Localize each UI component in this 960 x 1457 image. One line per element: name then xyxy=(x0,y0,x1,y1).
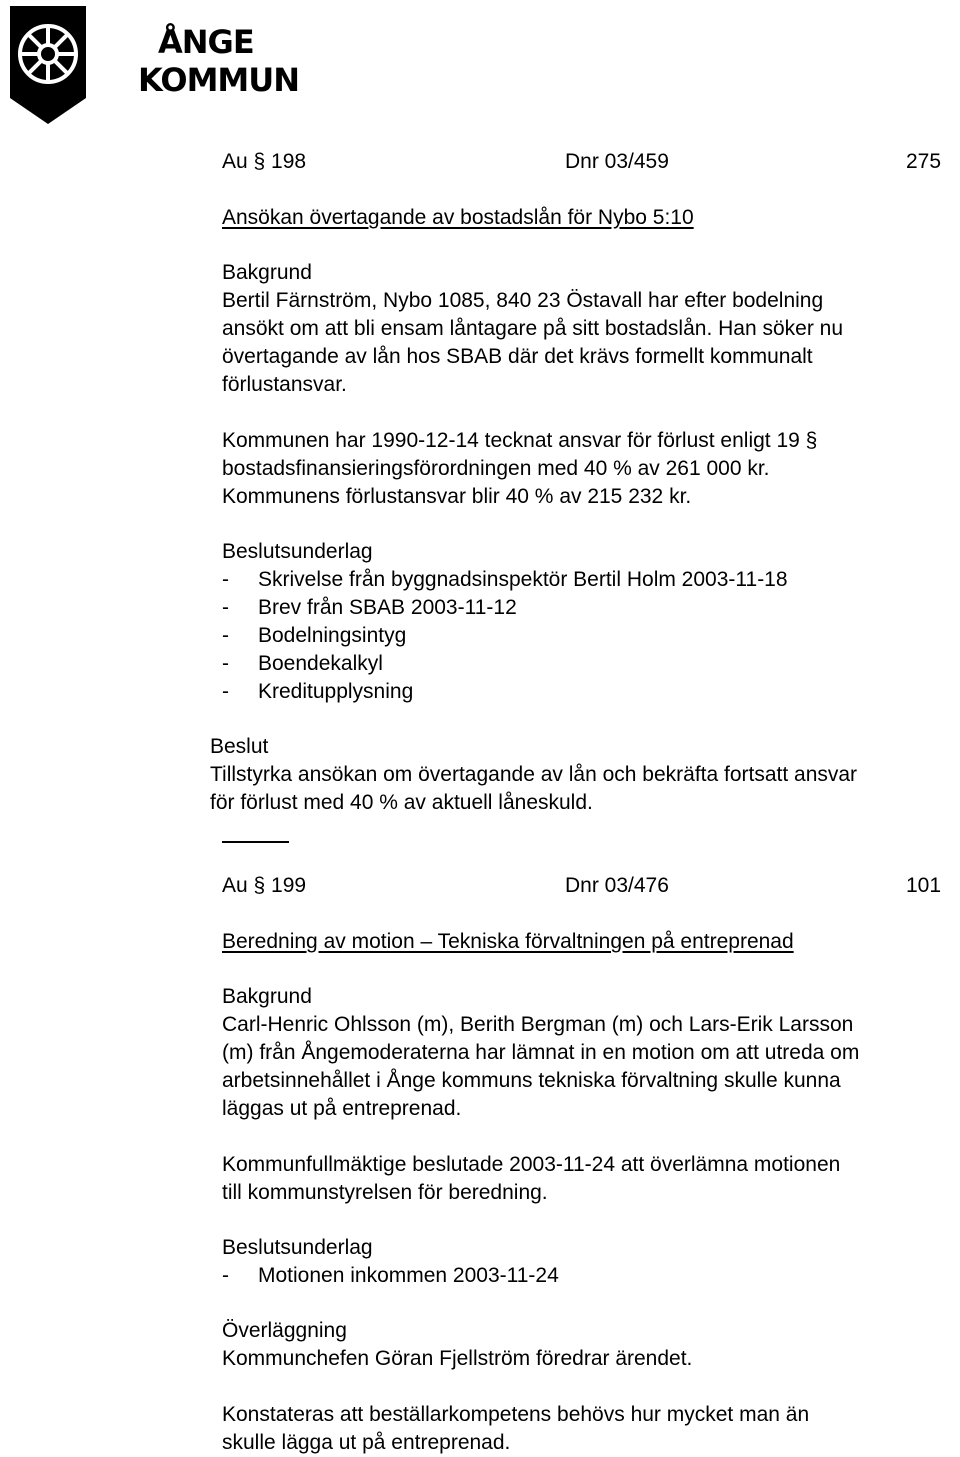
item1-dnr: Dnr 03/459 xyxy=(565,150,669,173)
item1-paragraph-ref: Au § 198 xyxy=(222,150,307,173)
list-item: - Skrivelse från byggnadsinspektör Bertil Holm 2003-11-18 xyxy=(222,568,788,591)
item2-konstateras-line: Konstateras att beställarkompetens behövs hur mycket man än xyxy=(222,1403,810,1426)
item1-bakgrund-line: övertagande av lån hos SBAB där det krävs formellt kommunalt xyxy=(222,345,813,368)
item2-para2-line: Kommunfullmäktige beslutade 2003-11-24 att överlämna motionen xyxy=(222,1153,841,1176)
item1-bakgrund-line: förlustansvar. xyxy=(222,373,347,396)
item1-underlag-heading: Beslutsunderlag xyxy=(222,540,373,563)
item1-bakgrund-line: ansökt om att bli ensam låntagare på sitt bostadslån. Han söker nu xyxy=(222,317,844,340)
item2-bakgrund-line: Carl-Henric Ohlsson (m), Berith Bergman (m) och Lars-Erik Larsson xyxy=(222,1013,854,1036)
item2-bakgrund-heading: Bakgrund xyxy=(222,985,312,1008)
item2-bakgrund-line: läggas ut på entreprenad. xyxy=(222,1097,462,1120)
list-item: - Motionen inkommen 2003-11-24 xyxy=(222,1264,559,1287)
item1-bakgrund-heading: Bakgrund xyxy=(222,261,312,284)
item1-bakgrund-line: Bertil Färnström, Nybo 1085, 840 23 Östavall har efter bodelning xyxy=(222,289,824,312)
list-item: - Boendekalkyl xyxy=(222,652,383,675)
item1-beslut-line: för förlust med 40 % av aktuell låneskuld. xyxy=(210,791,593,814)
item2-overlaggning-heading: Överläggning xyxy=(222,1319,347,1342)
logo-text-ange: ÅNGE xyxy=(158,23,254,61)
item2-title: Beredning av motion – Tekniska förvaltningen på entreprenad xyxy=(222,930,794,953)
item1-beslut-line: Tillstyrka ansökan om övertagande av lån och bekräfta fortsatt ansvar xyxy=(210,763,858,786)
section-divider xyxy=(222,841,289,843)
list-item: - Kreditupplysning xyxy=(222,680,414,703)
item2-underlag-heading: Beslutsunderlag xyxy=(222,1236,373,1259)
ange-kommun-logo-icon xyxy=(8,4,88,126)
item1-title: Ansökan övertagande av bostadslån för Nybo 5:10 xyxy=(222,206,694,229)
list-item: - Bodelningsintyg xyxy=(222,624,407,647)
item2-bakgrund-line: arbetsinnehållet i Ånge kommuns tekniska förvaltning skulle kunna xyxy=(222,1069,841,1092)
item2-number: 101 xyxy=(906,874,942,897)
item1-beslut-heading: Beslut xyxy=(210,735,269,758)
item1-para2-line: Kommunen har 1990-12-14 tecknat ansvar för förlust enligt 19 § xyxy=(222,429,818,452)
item2-para2-line: till kommunstyrelsen för beredning. xyxy=(222,1181,548,1204)
item2-dnr: Dnr 03/476 xyxy=(565,874,669,897)
item2-overlaggning-text: Kommunchefen Göran Fjellström föredrar ärendet. xyxy=(222,1347,693,1370)
item2-konstateras-line: skulle lägga ut på entreprenad. xyxy=(222,1431,511,1454)
item2-paragraph-ref: Au § 199 xyxy=(222,874,307,897)
list-item: - Brev från SBAB 2003-11-12 xyxy=(222,596,517,619)
item1-para2-line: Kommunens förlustansvar blir 40 % av 215 232 kr. xyxy=(222,485,692,508)
item1-number: 275 xyxy=(906,150,942,173)
logo-text-kommun: KOMMUN xyxy=(138,61,300,99)
item2-bakgrund-line: (m) från Ångemoderaterna har lämnat in en motion om att utreda om xyxy=(222,1041,860,1064)
item1-para2-line: bostadsfinansieringsförordningen med 40 % av 261 000 kr. xyxy=(222,457,770,480)
